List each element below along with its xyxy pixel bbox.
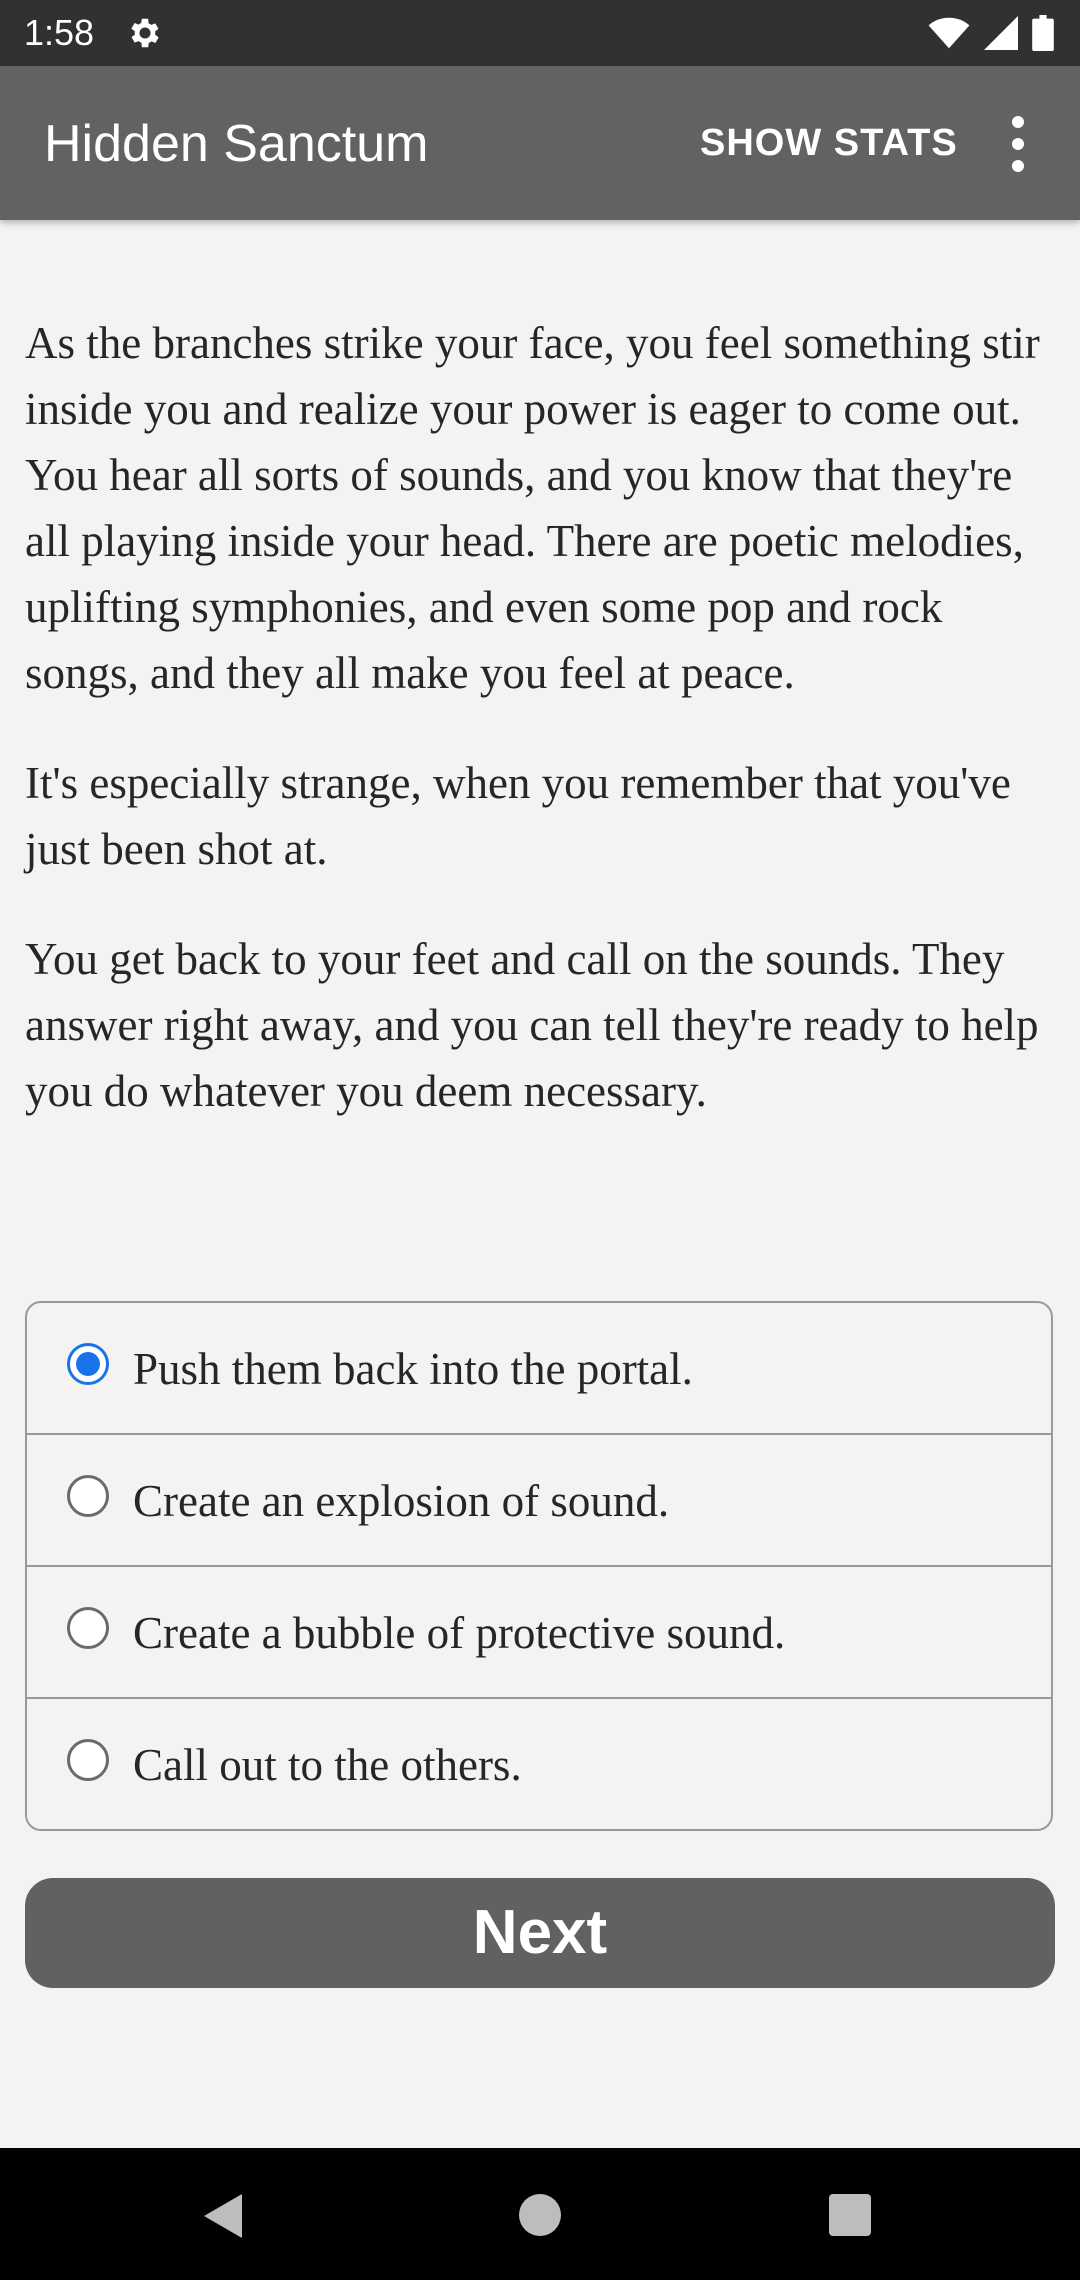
app-title: Hidden Sanctum — [44, 115, 429, 173]
navigation-bar — [0, 2148, 1080, 2280]
gear-icon — [126, 14, 164, 52]
status-bar — [0, 0, 1080, 66]
app-bar — [0, 66, 1080, 220]
choice-list — [25, 1301, 1053, 1831]
recents-icon[interactable] — [829, 2194, 871, 2236]
choice-label: Create a bubble of protective sound. — [133, 1608, 786, 1658]
radio-selected-icon[interactable] — [67, 1343, 109, 1385]
radio-unselected-icon[interactable] — [67, 1607, 109, 1649]
choice-option[interactable] — [27, 1303, 1051, 1435]
story-text — [25, 310, 1055, 1168]
story-paragraph: As the branches strike your face, you feel something stir inside you and realize your power is eager to come out. You hear all sorts of sounds, and you know that they're all playing inside your head. There are poetic melodies, uplifting symphonies, and even some pop and rock songs, and they all make you feel at peace. — [25, 318, 1040, 698]
choice-label: Create an explosion of sound. — [133, 1476, 670, 1526]
choice-option[interactable] — [27, 1699, 1051, 1831]
story-paragraph: You get back to your feet and call on the sounds. They answer right away, and you can tell they're ready to help you do whatever you deem necessary. — [25, 934, 1039, 1116]
radio-unselected-icon[interactable] — [67, 1739, 109, 1781]
home-icon[interactable] — [519, 2194, 561, 2236]
story-paragraph: It's especially strange, when you remember that you've just been shot at. — [25, 758, 1011, 874]
battery-icon — [1032, 15, 1054, 51]
radio-unselected-icon[interactable] — [67, 1475, 109, 1517]
wifi-icon — [928, 16, 970, 50]
back-icon[interactable] — [204, 2194, 242, 2238]
status-time: 1:58 — [24, 12, 95, 53]
next-button[interactable]: Next — [25, 1878, 1055, 1988]
choice-option[interactable] — [27, 1435, 1051, 1567]
status-icons — [928, 14, 1054, 52]
show-stats-button[interactable]: SHOW STATS — [700, 118, 958, 168]
choice-label: Push them back into the portal. — [133, 1344, 693, 1394]
more-vert-icon[interactable] — [1000, 116, 1040, 172]
choice-option[interactable] — [27, 1567, 1051, 1699]
choice-label: Call out to the others. — [133, 1740, 522, 1790]
signal-icon — [984, 16, 1018, 50]
